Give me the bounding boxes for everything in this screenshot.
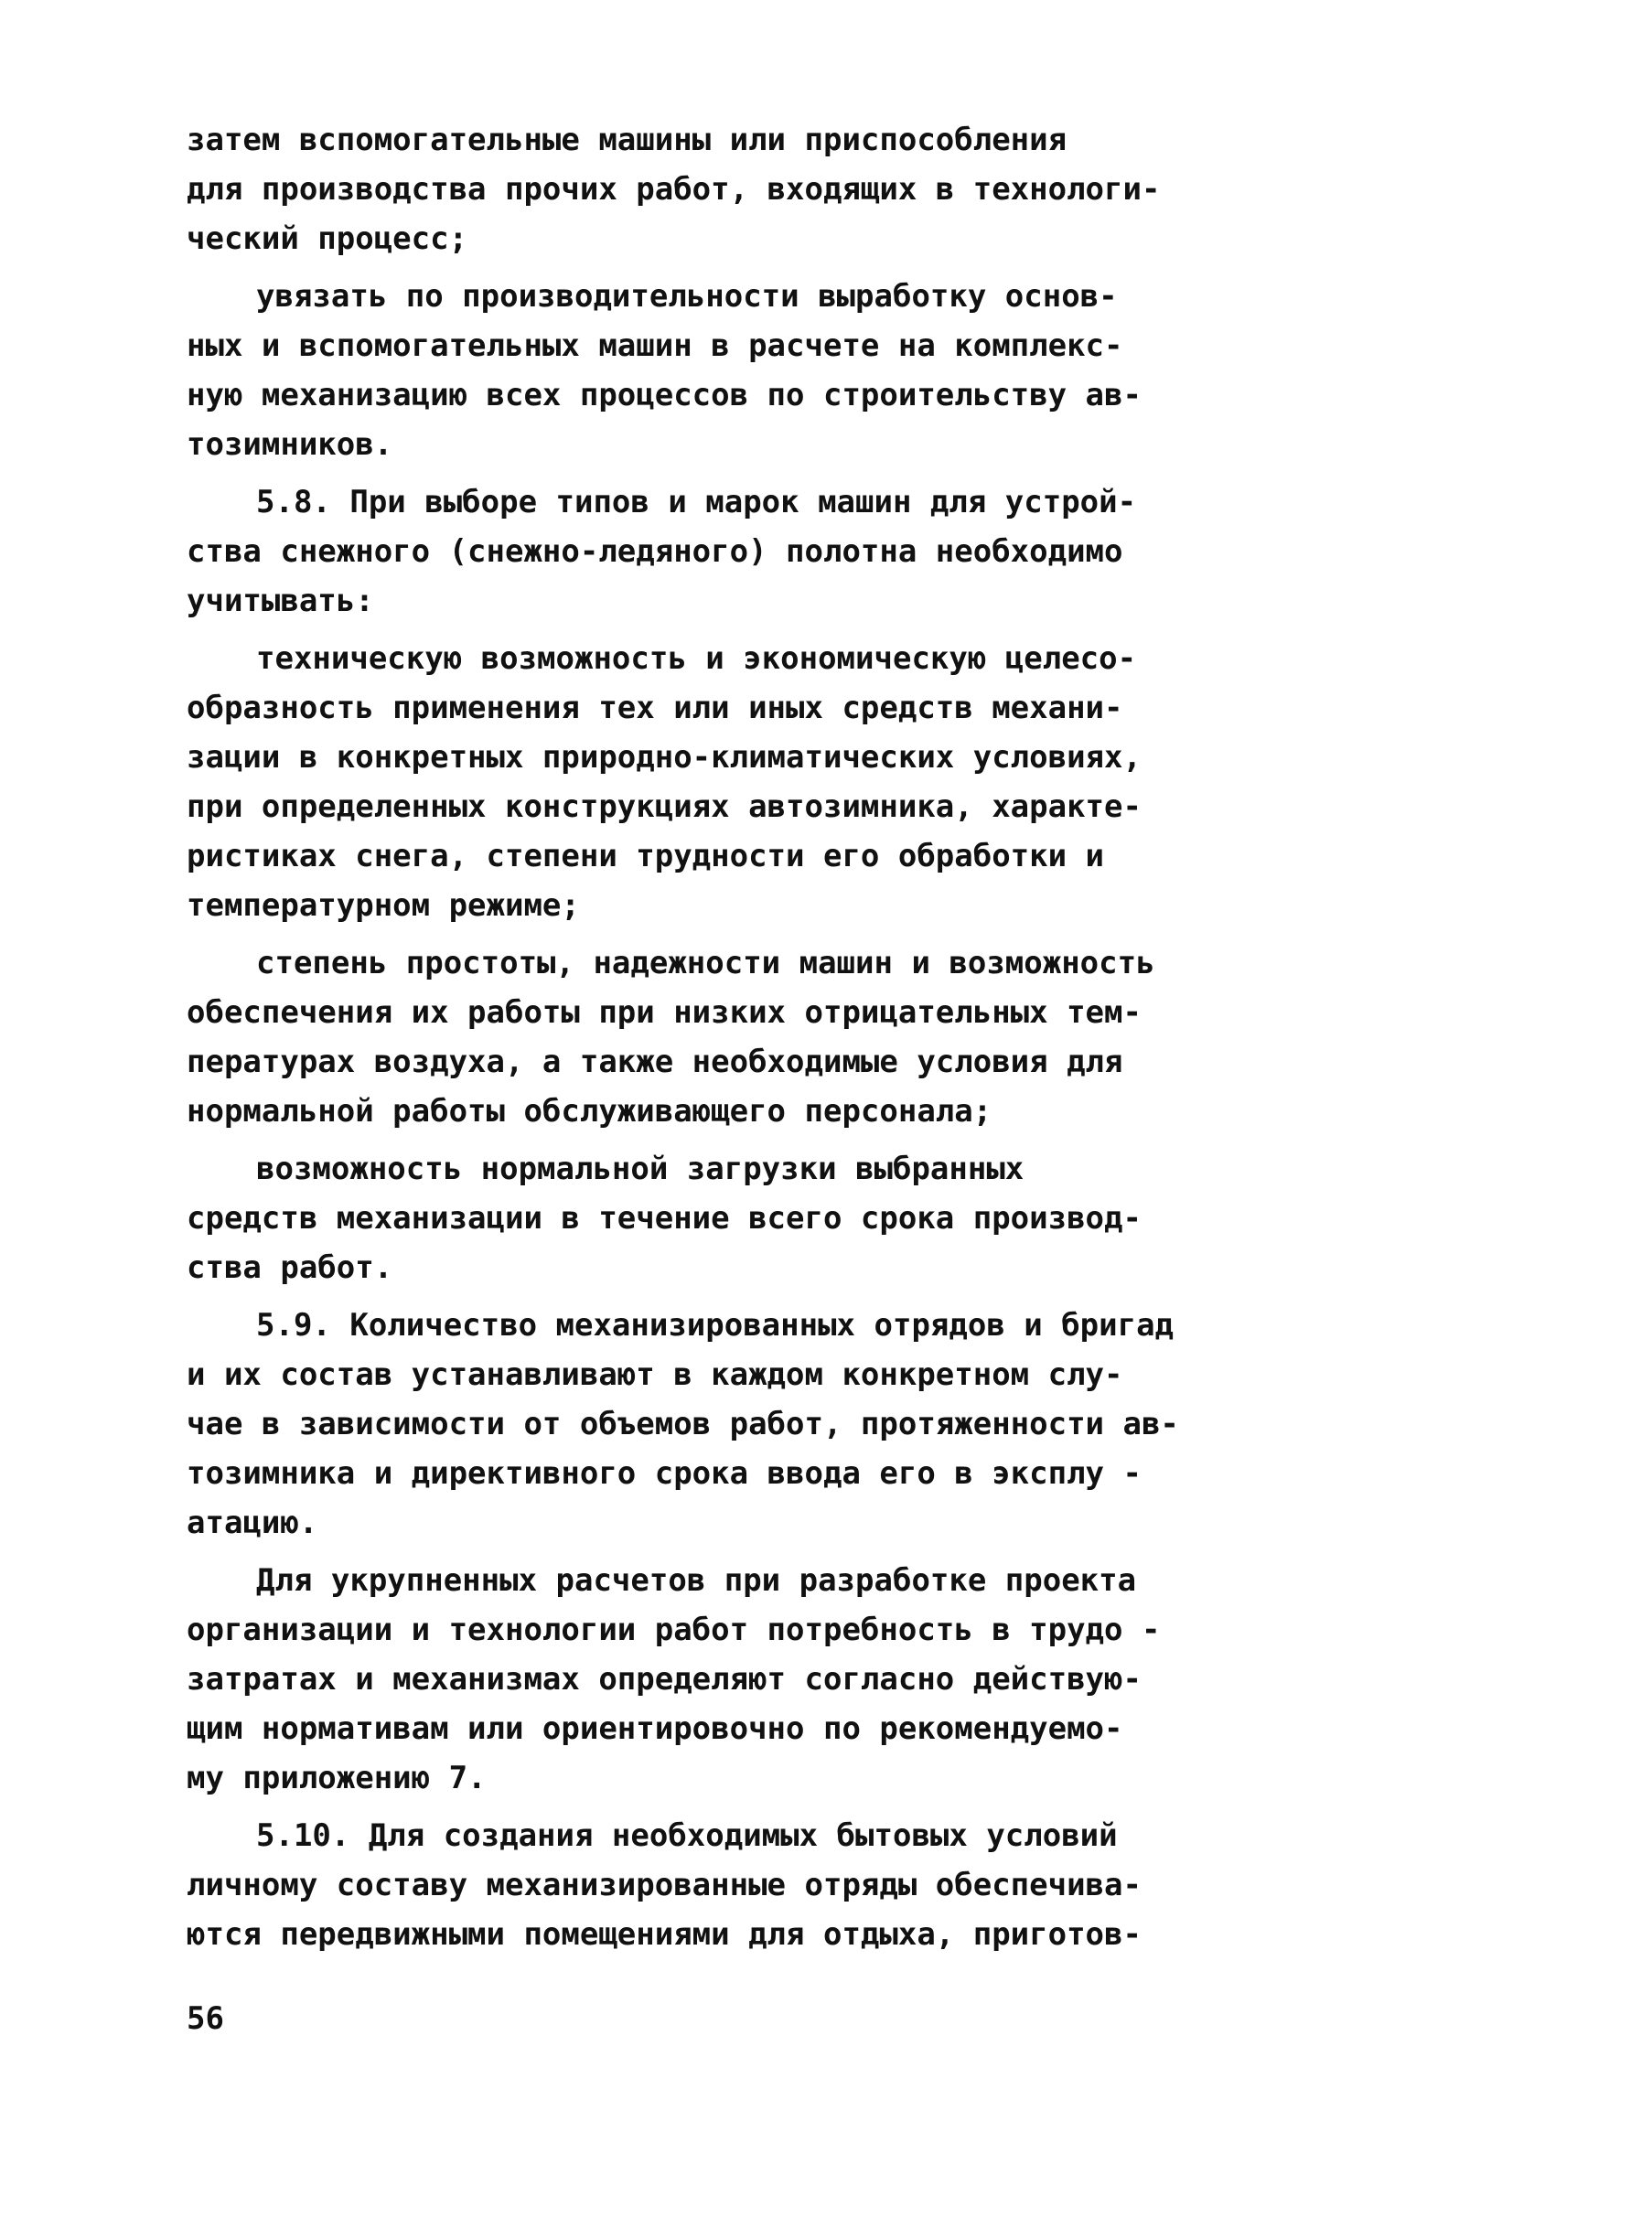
text-line: тозимников.: [187, 426, 393, 463]
text-line: нормальной работы обслуживающего персонала;: [187, 1093, 992, 1130]
text-line: степень простоты, надежности машин и возможность: [256, 945, 1155, 981]
text-line: 5.10. Для создания необходимых бытовых условий: [256, 1817, 1118, 1854]
text-line: обеспечения их работы при низких отрицательных тем-: [187, 994, 1142, 1031]
text-line: личному составу механизированные отряды обеспечива-: [187, 1867, 1142, 1903]
text-line: при определенных конструкциях автозимника, характе-: [187, 788, 1142, 825]
text-line: атацию.: [187, 1505, 318, 1541]
page-body-text: [187, 115, 1467, 1959]
text-line: ются передвижными помещениями для отдыха, приготов-: [187, 1916, 1142, 1953]
text-line: температурном режиме;: [187, 887, 580, 924]
text-line: учитывать:: [187, 583, 374, 619]
text-line: образность применения тех или иных средств механи-: [187, 690, 1123, 726]
page-number: 56: [187, 2000, 224, 2037]
text-line: техническую возможность и экономическую целесо-: [256, 640, 1137, 677]
text-line: щим нормативам или ориентировочно по рекомендуемо-: [187, 1710, 1123, 1747]
text-line: чае в зависимости от объемов работ, протяженности ав-: [187, 1406, 1179, 1442]
text-line: 5.9. Количество механизированных отрядов и бригад: [256, 1307, 1175, 1344]
text-line: ристиках снега, степени трудности его обработки и: [187, 838, 1105, 874]
text-line: ства работ.: [187, 1249, 393, 1286]
text-line: затратах и механизмах определяют согласно действую-: [187, 1661, 1142, 1698]
text-line: пературах воздуха, а также необходимые условия для: [187, 1044, 1123, 1080]
text-line: и их состав устанавливают в каждом конкретном слу-: [187, 1356, 1123, 1393]
text-line: увязать по производительности выработку основ-: [256, 278, 1118, 315]
text-line: зации в конкретных природно-климатических условиях,: [187, 739, 1142, 776]
text-line: Для укрупненных расчетов при разработке проекта: [256, 1562, 1137, 1599]
text-line: ных и вспомогательных машин в расчете на комплекс-: [187, 327, 1123, 364]
text-line: для производства прочих работ, входящих в технологи-: [187, 171, 1161, 208]
text-line: му приложению 7.: [187, 1760, 487, 1796]
text-line: ческий процесс;: [187, 220, 468, 257]
text-line: средств механизации в течение всего срока производ-: [187, 1200, 1142, 1237]
text-line: ства снежного (снежно-ледяного) полотна необходимо: [187, 533, 1123, 570]
text-line: ную механизацию всех процессов по строительству ав-: [187, 377, 1142, 413]
text-line: организации и технологии работ потребность в трудо -: [187, 1612, 1161, 1648]
text-line: затем вспомогательные машины или приспособления: [187, 122, 1067, 158]
text-line: возможность нормальной загрузки выбранных: [256, 1151, 1024, 1187]
text-line: тозимника и директивного срока ввода его в эксплу -: [187, 1455, 1142, 1492]
text-line: 5.8. При выборе типов и марок машин для устрой-: [256, 484, 1137, 520]
